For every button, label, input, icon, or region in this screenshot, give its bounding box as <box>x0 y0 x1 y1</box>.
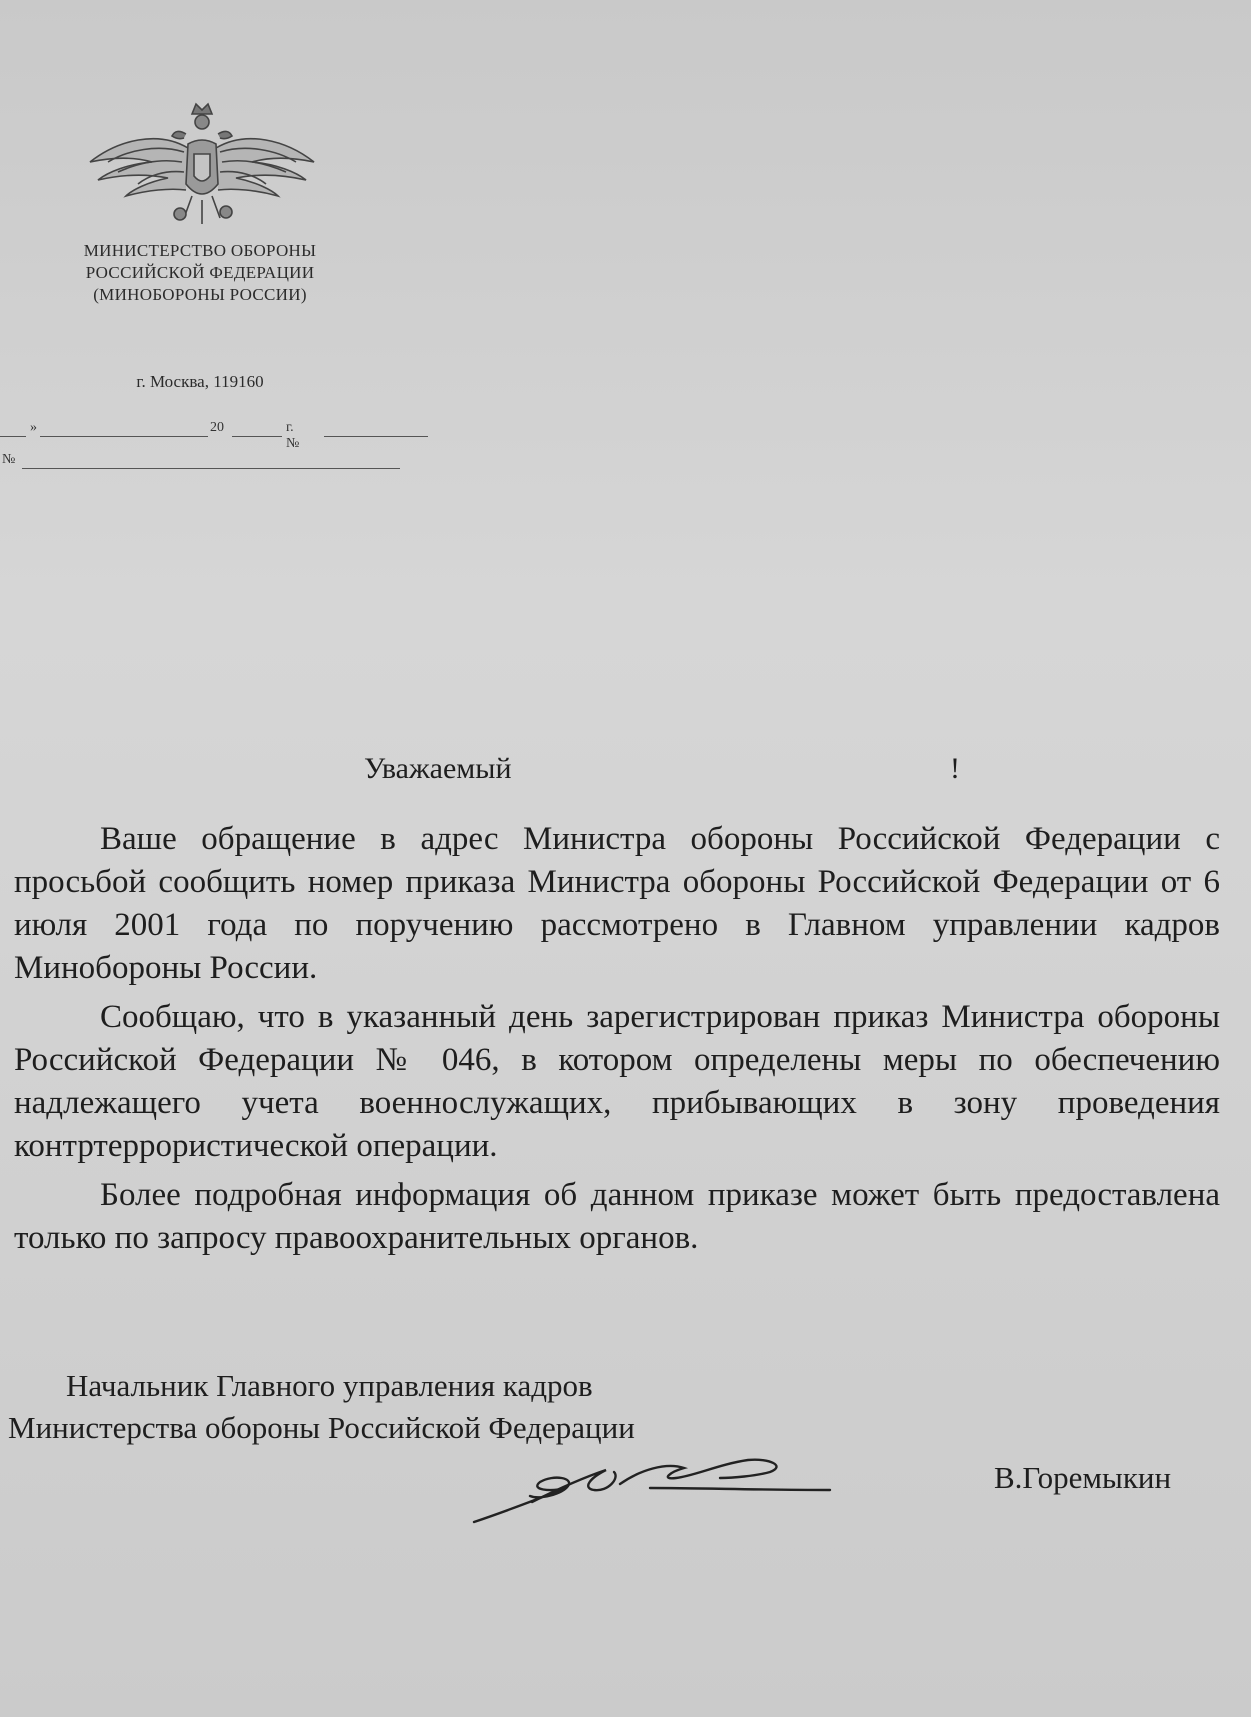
ministry-line-3: (МИНОБОРОНЫ РОССИИ) <box>93 285 307 304</box>
date-month-blank <box>40 420 208 437</box>
ministry-line-1: МИНИСТЕРСТВО ОБОРОНЫ <box>83 241 317 260</box>
date-year-blank <box>232 420 282 437</box>
city-address: г. Москва, 119160 <box>136 372 264 391</box>
greeting-end: ! <box>950 752 960 785</box>
date-year-prefix: 20 <box>210 420 224 435</box>
date-quote: » <box>30 420 37 435</box>
signatory-title-line-1: Начальник Главного управления кадров <box>66 1368 593 1403</box>
ministry-name <box>40 240 360 306</box>
ministry-line-2: РОССИЙСКОЙ ФЕДЕРАЦИИ <box>85 263 315 282</box>
handwritten-signature-icon <box>470 1448 900 1528</box>
double-headed-eagle-emblem-icon <box>88 100 316 230</box>
paragraph-2: Сообщаю, что в указанный день зарегистрирован приказ Министра обороны Российской Федерации № 046, в котором определены меры по обеспечению надлежащего учета военнослужащих, прибывающих в зону проведения контртеррористической операции. <box>14 999 1220 1164</box>
greeting: Уважаемый <box>364 752 512 785</box>
date-day-blank <box>0 420 26 437</box>
reg-number-label: г. № <box>286 420 300 451</box>
letter-body <box>14 818 1220 1266</box>
paragraph-3: Более подробная информация об данном приказе может быть предоставлена только по запросу правоохранительных органов. <box>14 1177 1220 1256</box>
paragraph-1: Ваше обращение в адрес Министра обороны Российской Федерации с просьбой сообщить номер приказа Министра обороны Российской Федерации от 6 июля 2001 года по поручению рассмотрено в Главном управлении кадров Минобороны России. <box>14 821 1220 986</box>
signatory-name: В.Горемыкин <box>994 1460 1172 1495</box>
reg-number-blank <box>324 420 428 437</box>
signatory-title-line-2: Министерства обороны Российской Федерации <box>8 1410 635 1445</box>
reg-number2-blank <box>22 452 400 469</box>
reg-number2-label: № <box>2 452 16 467</box>
